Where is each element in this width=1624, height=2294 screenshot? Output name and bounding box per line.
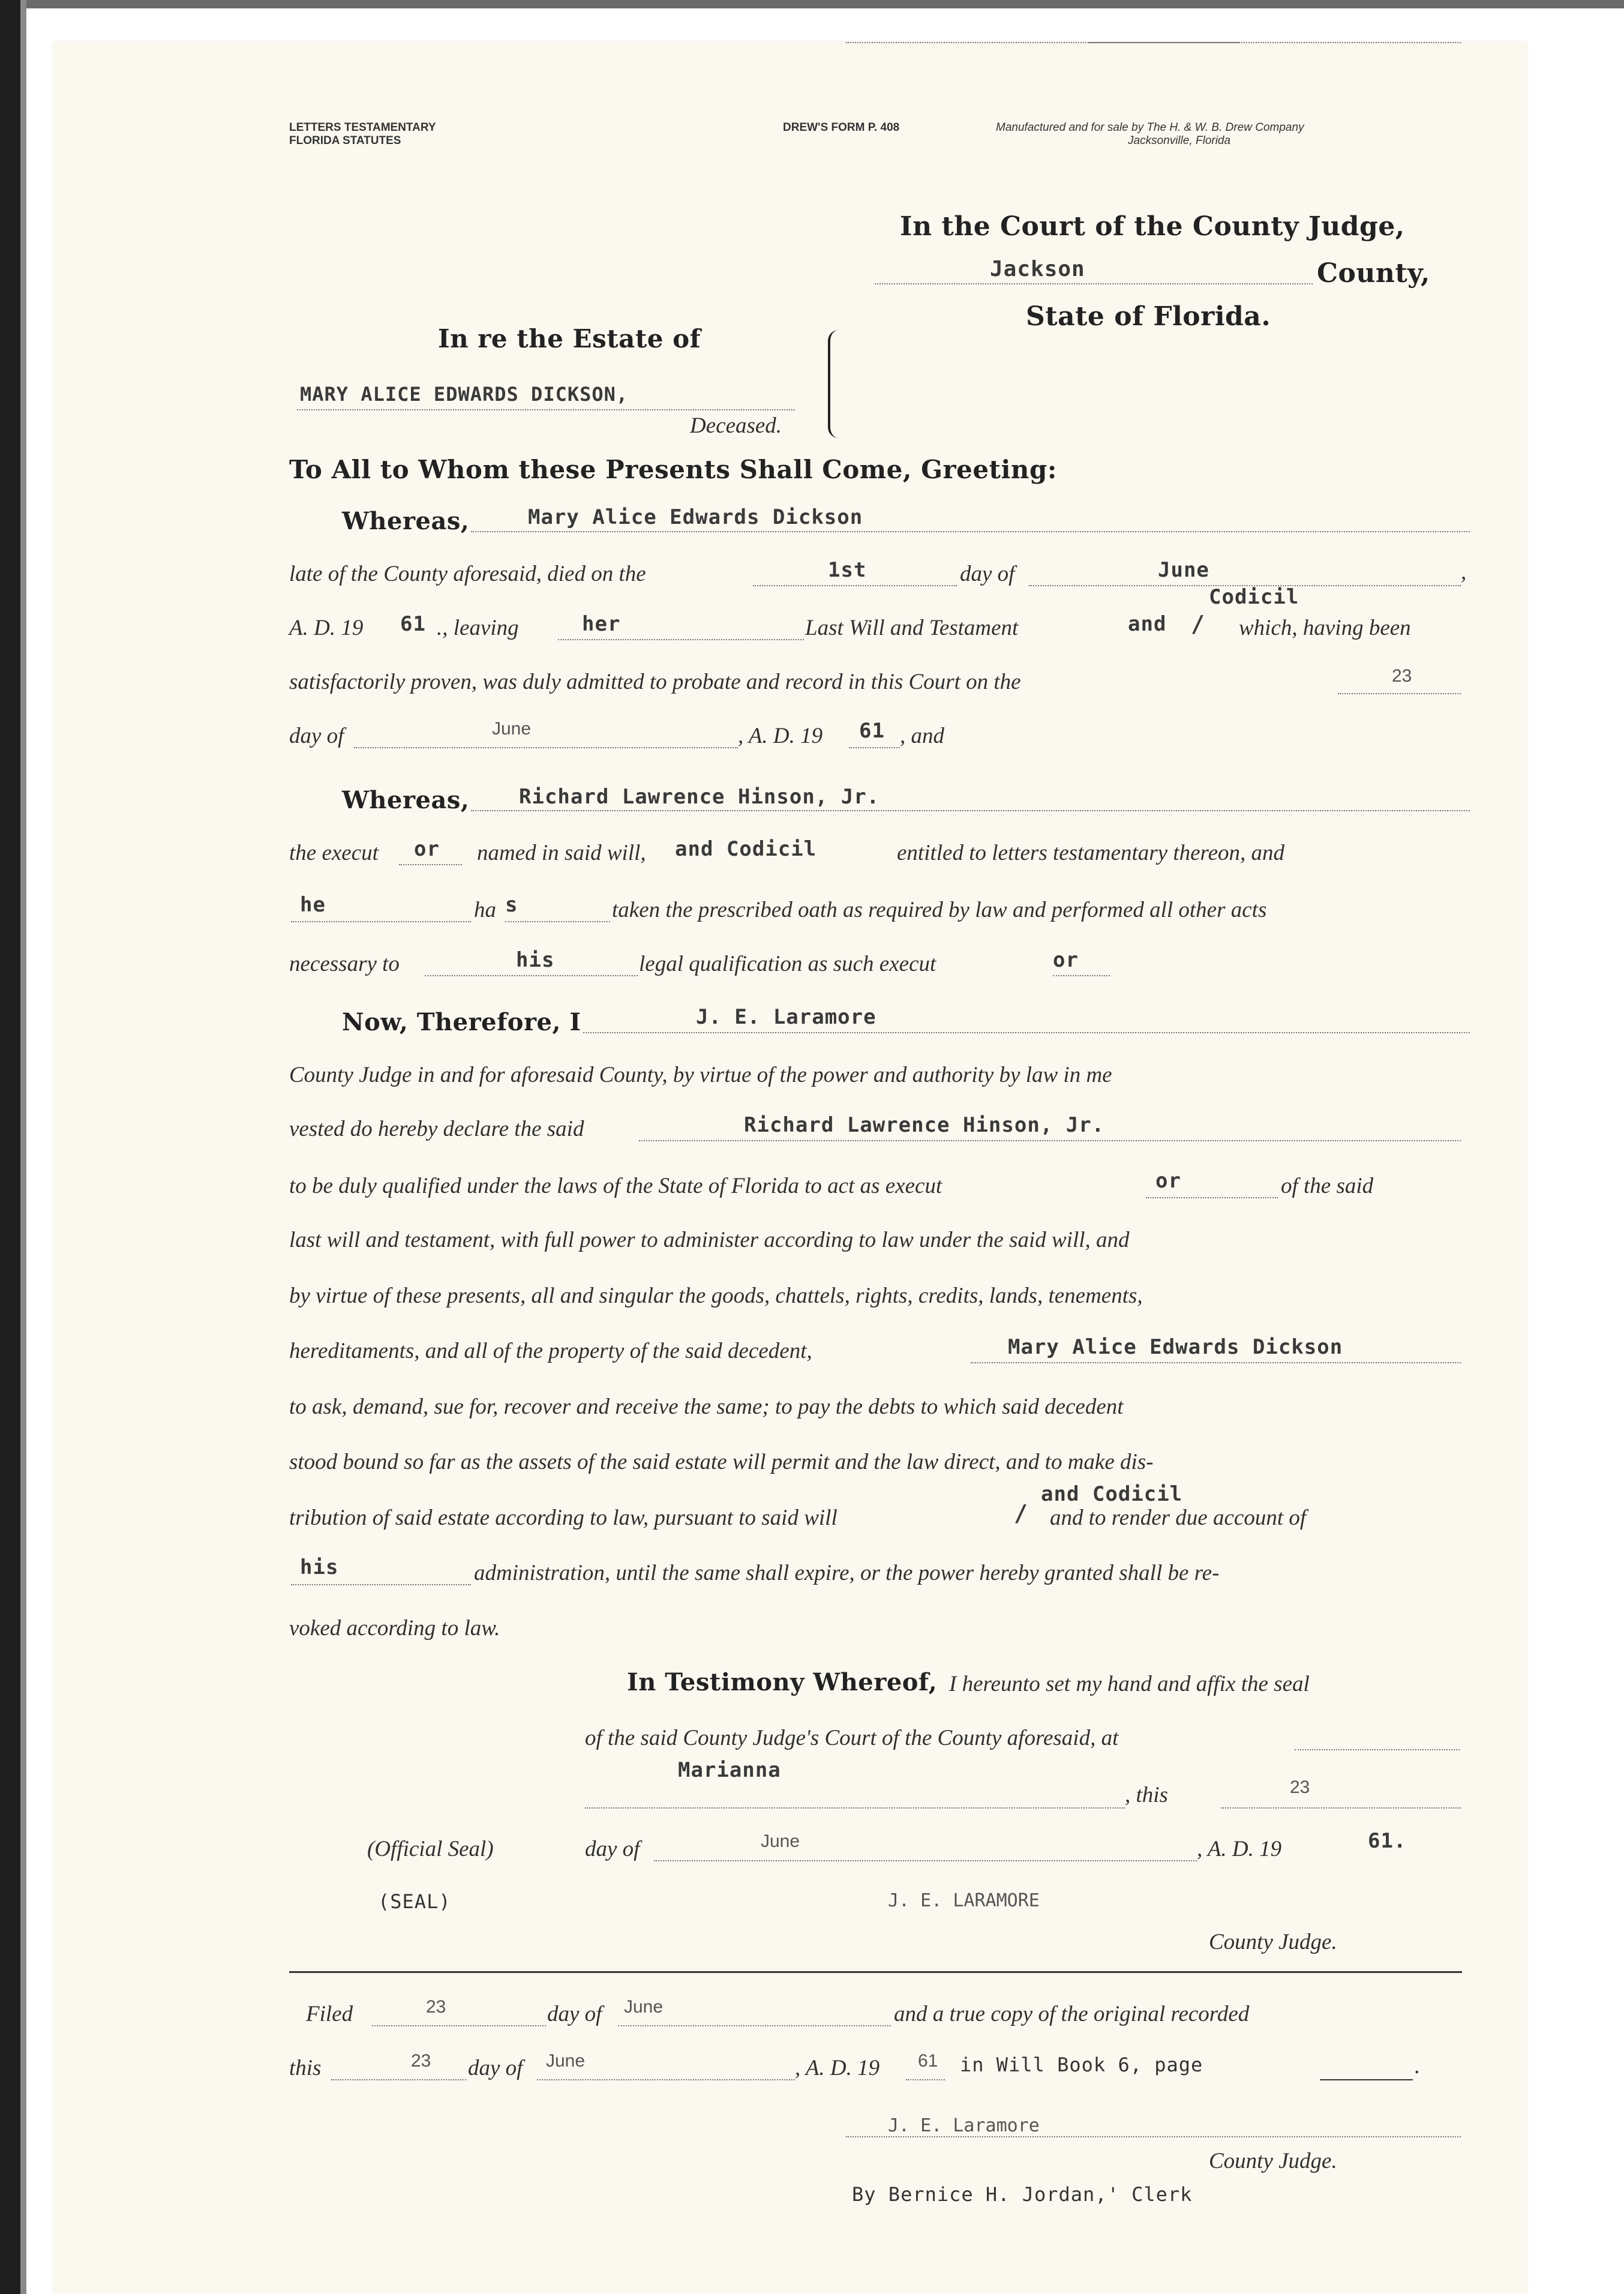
judge-title: County Judge. [1209, 1930, 1337, 1954]
power-text-3: by virtue of these presents, all and singular the goods, chattels, rights, credits, lands, tenements, [289, 1284, 1143, 1308]
distribution-text-2: and to render due account of [1050, 1506, 1307, 1530]
form-number: DREW'S FORM P. 408 [783, 121, 900, 134]
recorded-ad: , A. D. 19 [795, 2056, 880, 2080]
probate-month: June [492, 719, 532, 739]
probate-text-4: , and [900, 724, 944, 748]
power-text-4: to ask, demand, sue for, recover and receive the same; to pay the debts to which said decedent [289, 1395, 1124, 1419]
whereas-2-label: Whereas, [342, 786, 470, 814]
recorded-day: 23 [411, 2051, 431, 2071]
death-text-3: A. D. 19 [289, 616, 364, 640]
estate-decedent-name: MARY ALICE EDWARDS DICKSON, [300, 383, 629, 406]
distribution-slash: / [1014, 1500, 1028, 1527]
scan-binder-shadow [20, 0, 26, 2294]
distribution-text-1: tribution of said estate according to law, pursuant to said will [289, 1506, 837, 1530]
qualification-text-1: necessary to [289, 952, 400, 976]
state-label: State of Florida. [1026, 301, 1271, 332]
oath-pronoun: he [300, 893, 326, 917]
will-slash: / [1191, 611, 1205, 637]
declared-executor: Richard Lawrence Hinson, Jr. [744, 1113, 1105, 1137]
clerk-line: By Bernice H. Jordan,' Clerk [852, 2183, 1193, 2206]
scan-binder-edge [0, 0, 20, 2294]
filed-month: June [624, 1997, 664, 2017]
county-label: County, [1317, 258, 1430, 289]
decedent-text: hereditaments, and all of the property of the said decedent, [289, 1339, 812, 1363]
power-text-5: stood bound so far as the assets of the said estate will permit and the law direct, and to make dis- [289, 1450, 1154, 1474]
estate-heading: In re the Estate of [438, 324, 701, 353]
probate-text-3: , A. D. 19 [738, 724, 823, 748]
seal-mark: (SEAL) [378, 1890, 451, 1913]
testimony-this: , this [1125, 1783, 1168, 1807]
form-title-line2: FLORIDA STATUTES [289, 134, 401, 147]
recorded-month: June [546, 2051, 586, 2071]
filing-judge-title: County Judge. [1209, 2149, 1337, 2173]
now-therefore-label: Now, Therefore, I [342, 1008, 581, 1036]
scan-top-edge [0, 0, 1624, 8]
probate-text: satisfactorily proven, was duly admitted to probate and record in this Court on the [289, 670, 1021, 694]
manufacturer-line2: Jacksonville, Florida [1128, 134, 1231, 147]
death-month: June [1158, 558, 1209, 582]
whereas-2-executor: Richard Lawrence Hinson, Jr. [519, 785, 880, 809]
testimony-year: 61. [1368, 1829, 1407, 1853]
decedent-name: Mary Alice Edwards Dickson [1008, 1335, 1343, 1359]
recorded-this: this [289, 2056, 322, 2080]
will-text: Last Will and Testament [805, 616, 1019, 640]
testimony-label: In Testimony Whereof, [627, 1668, 938, 1696]
will-codicil: Codicil [1209, 585, 1299, 609]
will-text-2: which, having been [1239, 616, 1411, 640]
filing-signature: J. E. Laramore [888, 2115, 1040, 2136]
filed-day: 23 [426, 1997, 446, 2017]
testimony-dayof: day of [585, 1837, 640, 1861]
death-day: 1st [828, 558, 867, 582]
testimony-text-1: I hereunto set my hand and affix the seal [949, 1672, 1310, 1696]
testimony-ad: , A. D. 19 [1197, 1837, 1282, 1861]
qualification-text-2: legal qualification as such execut [639, 952, 936, 976]
power-text-1: County Judge in and for aforesaid County, by virtue of the power and authority by law in me [289, 1063, 1112, 1087]
will-pronoun: her [582, 612, 621, 636]
probate-year: 61 [859, 719, 885, 743]
document-page: LETTERS TESTAMENTARY FLORIDA STATUTES DREW'S FORM P. 408 Manufactured and for sale by The H. & W. B. Drew Company Jacksonville, Florida In the Court of the County Judge, Jackson County, State of Florida. In re the Estate of MARY ALICE EDWARDS DICKSON, Deceased. To All to Whom these Presents Shall Come, Greeting: Whereas, Mary Alice Edwards Dickson late of the County aforesaid, died on the 1st day of June , A. D. 19 61 ., leaving her Last Will and Testament and / Codicil which, having been satisfactorily proven, was duly admitted to probate and record in this Court on the 23 day of June , A. D. 19 61 , and Whereas, Richard Lawrence Hinson, Jr. the execut or named in said will, and Codicil entitled to letters testamentary thereon, and he ha s taken the prescribed oath as required by law and performed all other acts necessary to his legal qualification as such execut or Now, Therefore, I J. E. Laramore County Judge in and for aforesaid County, by virtue of the power and authority by law in me vested do hereby declare the said Richard Lawrence Hinson, Jr. to be duly qualified under the laws of the State of Florida to act as execut or of the said last will and testament, with full power to administer according to law under the said will, and by virtue of these presents, all and singular the goods, chattels, rights, credits, lands, tenements, hereditaments, and all of the property of the said decedent, Mary Alice Edwards Dickson to ask, demand, sue for, recover and receive the same; to pay the debts to which said decedent stood bound so far as the assets of the said estate will permit and the law direct, and to make dis- and Codicil tribution of said estate according to law, pursuant to said will / and to render due account of his administration, until the same shall expire, or the power hereby granted shall be re- voked according to law. In Testimony Whereof, I hereunto set my hand and affix the seal of the said County Judge's Court of the County aforesaid, at Marianna , this 23 (Official Seal) day of June , A. D. 19 61. (SEAL) J. E. LARAMORE County Judge. Filed 23 day of June and a true copy of the original recorded this 23 day of June , A. D. 19 61 in Will Book 6, page . J. E. Laramore County Judge. By Bernice H. Jordan,' Clerk [54, 42, 1527, 2294]
form-title-line1: LETTERS TESTAMENTARY [289, 121, 436, 134]
will-and: and [1128, 612, 1167, 636]
greeting: To All to Whom these Presents Shall Come, Greeting: [289, 455, 1057, 484]
section-divider [289, 1971, 1462, 1973]
testimony-text-2: of the said County Judge's Court of the County aforesaid, at [585, 1726, 1119, 1750]
death-text-2: day of [960, 562, 1015, 586]
administration-text: administration, until the same shall expire, or the power hereby granted shall be re- [474, 1561, 1220, 1585]
qualified-text-1: to be duly qualified under the laws of the State of Florida to act as execut [289, 1174, 942, 1198]
will-book-period: . [1415, 2054, 1421, 2079]
revoked-text: voked according to law. [289, 1616, 500, 1641]
recorded-dayof: day of [468, 2056, 523, 2080]
testimony-day: 23 [1290, 1777, 1310, 1797]
filed-text: and a true copy of the original recorded [894, 2002, 1250, 2026]
distribution-and-codicil: and Codicil [1041, 1482, 1183, 1506]
oath-has-suffix: s [505, 893, 518, 917]
death-year: 61 [400, 612, 426, 636]
whereas-1-label: Whereas, [342, 507, 470, 535]
executor-text-2: named in said will, [477, 841, 646, 865]
death-text-4: ., leaving [437, 616, 519, 640]
executor-and-codicil: and Codicil [675, 837, 817, 861]
filed-label: Filed [306, 2002, 353, 2026]
estate-brace [828, 330, 842, 438]
qualified-suffix: or [1155, 1169, 1181, 1193]
power-text-2: last will and testament, with full power to administer according to law under the said will, and [289, 1228, 1130, 1252]
manufacturer-line1: Manufactured and for sale by The H. & W. B. Drew Company [996, 121, 1304, 134]
official-seal-label: (Official Seal) [367, 1837, 494, 1861]
deceased-label: Deceased. [690, 413, 782, 438]
oath-text-1: ha [474, 898, 496, 922]
executor-suffix: or [414, 837, 440, 861]
qualified-text-2: of the said [1281, 1174, 1374, 1198]
judge-signature: J. E. LARAMORE [888, 1890, 1040, 1911]
filed-dayof: day of [547, 2002, 602, 2026]
declare-text: vested do hereby declare the said [289, 1117, 584, 1141]
executor-text-3: entitled to letters testamentary thereon, and [897, 841, 1285, 865]
testimony-place: Marianna [678, 1758, 781, 1782]
county-name: Jackson [990, 257, 1085, 281]
court-heading: In the Court of the County Judge, [900, 211, 1405, 242]
executor-text-1: the execut [289, 841, 379, 865]
qualification-pronoun: his [516, 948, 555, 972]
judge-name: J. E. Laramore [696, 1005, 876, 1029]
will-book: in Will Book 6, page [960, 2053, 1203, 2076]
qualification-suffix: or [1053, 948, 1079, 972]
death-text-1: late of the County aforesaid, died on the [289, 562, 646, 586]
recorded-year: 61 [918, 2051, 938, 2071]
administration-pronoun: his [300, 1555, 339, 1579]
whereas-1-decedent: Mary Alice Edwards Dickson [528, 505, 863, 529]
probate-text-2: day of [289, 724, 344, 748]
oath-text-2: taken the prescribed oath as required by law and performed all other acts [612, 898, 1267, 922]
testimony-month: June [761, 1831, 800, 1851]
probate-day: 23 [1392, 666, 1412, 686]
